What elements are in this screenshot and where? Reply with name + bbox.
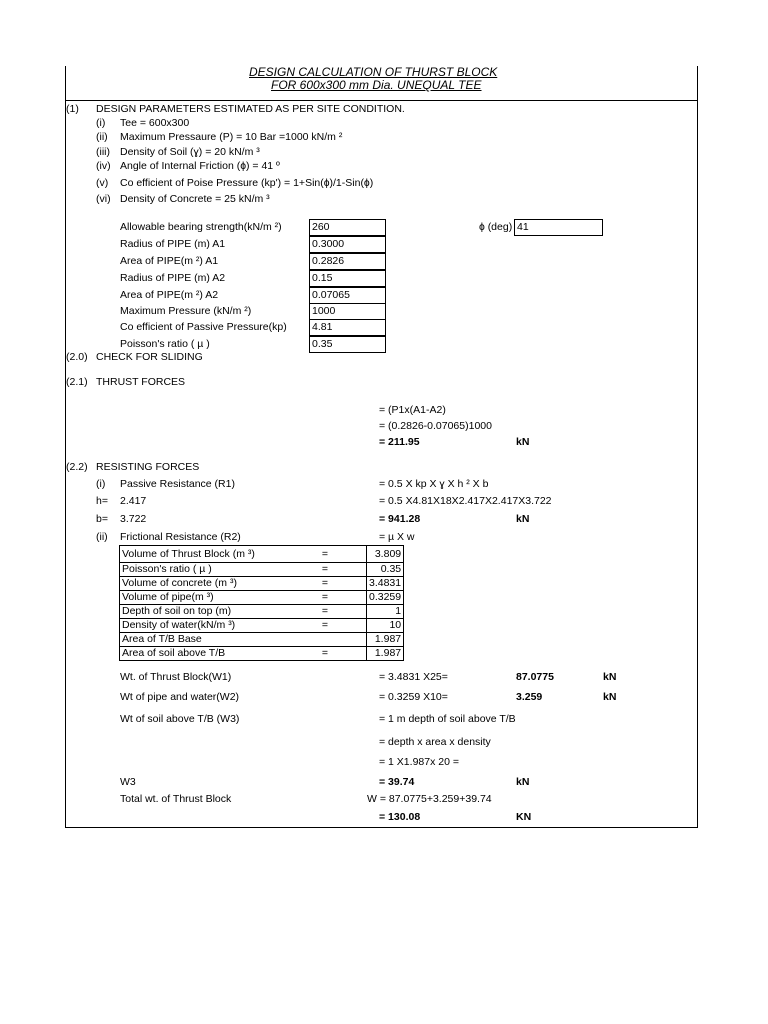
table-row bbox=[120, 619, 404, 633]
section2-2-heading: RESISTING FORCES bbox=[96, 461, 200, 473]
table-cell-equals: = bbox=[284, 619, 367, 633]
table-row bbox=[120, 591, 404, 605]
phi-label: ɸ (deg) bbox=[479, 221, 513, 233]
section1-item-num: (vi) bbox=[96, 193, 111, 205]
phi-value-field[interactable]: 41 bbox=[514, 219, 603, 236]
w1-unit: kN bbox=[603, 671, 617, 683]
section1-item-num: (i) bbox=[96, 117, 106, 129]
w1-label: Wt. of Thrust Block(W1) bbox=[120, 671, 232, 683]
total-formula: W = 87.0775+3.259+39.74 bbox=[367, 793, 492, 805]
param-label: Radius of PIPE (m) A2 bbox=[120, 272, 226, 284]
table-row bbox=[120, 577, 404, 591]
thrust-unit: kN bbox=[516, 436, 530, 448]
param-value-field[interactable]: 0.07065 bbox=[309, 287, 386, 304]
w3-formula-line2: = depth x area x density bbox=[379, 736, 491, 748]
frictional-num: (ii) bbox=[96, 531, 108, 543]
param-label: Radius of PIPE (m) A1 bbox=[120, 238, 226, 250]
passive-unit: kN bbox=[516, 513, 530, 525]
table-cell-equals bbox=[284, 633, 367, 647]
section1-item-text: Density of Concrete = 25 kN/m ³ bbox=[120, 193, 270, 205]
title-separator bbox=[65, 100, 698, 101]
param-value-field[interactable]: 0.35 bbox=[309, 336, 386, 353]
table-row bbox=[120, 633, 404, 647]
b-label: b= bbox=[96, 513, 108, 525]
section1-item-text: Density of Soil (ɣ) = 20 kN/m ³ bbox=[120, 146, 260, 158]
table-cell-equals: = bbox=[284, 591, 367, 605]
w3-formula-line3: = 1 X1.987x 20 = bbox=[379, 756, 459, 768]
b-value: 3.722 bbox=[120, 513, 147, 525]
page-frame-right bbox=[697, 66, 698, 828]
section1-item-text: Co efficient of Poise Pressure (kp') = 1+Sin(ɸ)/1-Sin(ɸ) bbox=[120, 177, 374, 189]
param-label: Maximum Pressure (kN/m ²) bbox=[120, 305, 252, 317]
w3-unit: kN bbox=[516, 776, 530, 788]
param-label: Area of PIPE(m ²) A1 bbox=[120, 255, 219, 267]
table-cell-value[interactable]: 3.809 bbox=[367, 546, 404, 563]
w2-label: Wt of pipe and water(W2) bbox=[120, 691, 240, 703]
table-cell-label: Volume of pipe(m ³) bbox=[120, 591, 285, 605]
table-cell-value[interactable]: 0.35 bbox=[367, 563, 404, 577]
param-value-field[interactable]: 1000 bbox=[309, 303, 386, 320]
table-cell-equals: = bbox=[284, 647, 367, 661]
w3-result: = 39.74 bbox=[379, 776, 415, 788]
total-unit: KN bbox=[516, 811, 532, 823]
table-cell-value[interactable]: 1.987 bbox=[367, 647, 404, 661]
total-result: = 130.08 bbox=[379, 811, 421, 823]
table-row bbox=[120, 605, 404, 619]
table-cell-label: Depth of soil on top (m) bbox=[120, 605, 285, 619]
w3-formula: = 1 m depth of soil above T/B bbox=[379, 713, 516, 725]
param-label: Poisson's ratio ( µ ) bbox=[120, 338, 210, 350]
section1-item-num: (ii) bbox=[96, 131, 108, 143]
frictional-formula: = µ X w bbox=[379, 531, 415, 543]
w3-label: Wt of soil above T/B (W3) bbox=[120, 713, 240, 725]
w1-formula: = 3.4831 X25= bbox=[379, 671, 448, 683]
table-row bbox=[120, 647, 404, 661]
passive-result: = 941.28 bbox=[379, 513, 421, 525]
param-value-field[interactable]: 0.3000 bbox=[309, 236, 386, 253]
volume-table bbox=[119, 545, 404, 661]
table-cell-equals: = bbox=[284, 605, 367, 619]
table-row bbox=[120, 546, 404, 563]
table-cell-value[interactable]: 1.987 bbox=[367, 633, 404, 647]
param-value-field[interactable]: 4.81 bbox=[309, 319, 386, 336]
table-row bbox=[120, 563, 404, 577]
table-cell-equals: = bbox=[284, 577, 367, 591]
w2-value: 3.259 bbox=[516, 691, 543, 703]
table-cell-value[interactable]: 0.3259 bbox=[367, 591, 404, 605]
section1-item-text: Tee = 600x300 bbox=[120, 117, 190, 129]
param-value-field[interactable]: 260 bbox=[309, 219, 386, 236]
param-label: Co efficient of Passive Pressure(kp) bbox=[120, 321, 287, 333]
passive-formula: = 0.5 X kp X ɣ X h ² X b bbox=[379, 478, 489, 490]
table-cell-equals: = bbox=[284, 546, 367, 563]
param-value-field[interactable]: 0.2826 bbox=[309, 253, 386, 270]
section1-number: (1) bbox=[66, 103, 79, 115]
table-cell-value[interactable]: 1 bbox=[367, 605, 404, 619]
section1-item-text: Angle of Internal Friction (ɸ) = 41 º bbox=[120, 160, 280, 172]
page-title-line2: FOR 600x300 mm Dia. UNEQUAL TEE bbox=[271, 78, 482, 92]
thrust-result: = 211.95 bbox=[379, 436, 420, 448]
section2-1-number: (2.1) bbox=[66, 376, 88, 388]
h-label: h= bbox=[96, 495, 108, 507]
h-value: 2.417 bbox=[120, 495, 147, 507]
section1-item-text: Maximum Pressaure (P) = 10 Bar =1000 kN/m ² bbox=[120, 131, 343, 143]
thrust-substitution: = (0.2826-0.07065)1000 bbox=[379, 420, 492, 432]
page-title-line1: DESIGN CALCULATION OF THURST BLOCK bbox=[249, 65, 498, 79]
section1-heading: DESIGN PARAMETERS ESTIMATED AS PER SITE CONDITION. bbox=[96, 103, 405, 115]
table-cell-value[interactable]: 3.4831 bbox=[367, 577, 404, 591]
section2-1-heading: THRUST FORCES bbox=[96, 376, 186, 388]
frictional-label: Frictional Resistance (R2) bbox=[120, 531, 241, 543]
param-value-field[interactable]: 0.15 bbox=[309, 270, 386, 287]
w2-unit: kN bbox=[603, 691, 617, 703]
table-cell-label: Volume of Thrust Block (m ³) bbox=[120, 546, 285, 563]
section1-item-num: (iv) bbox=[96, 160, 111, 172]
passive-substitution: = 0.5 X4.81X18X2.417X2.417X3.722 bbox=[379, 495, 552, 507]
section2-0-heading: CHECK FOR SLIDING bbox=[96, 351, 203, 363]
page-frame-left bbox=[65, 66, 66, 828]
passive-num: (i) bbox=[96, 478, 106, 490]
table-cell-value[interactable]: 10 bbox=[367, 619, 404, 633]
section2-2-number: (2.2) bbox=[66, 461, 88, 473]
page-frame-bottom bbox=[65, 827, 698, 828]
param-label: Allowable bearing strength(kN/m ²) bbox=[120, 221, 282, 233]
section2-0-number: (2.0) bbox=[66, 351, 88, 363]
table-cell-label: Area of soil above T/B bbox=[120, 647, 285, 661]
section1-item-num: (iii) bbox=[96, 146, 110, 158]
w2-formula: = 0.3259 X10= bbox=[379, 691, 448, 703]
table-cell-label: Area of T/B Base bbox=[120, 633, 285, 647]
passive-label: Passive Resistance (R1) bbox=[120, 478, 235, 490]
table-cell-label: Density of water(kN/m ³) bbox=[120, 619, 285, 633]
param-label: Area of PIPE(m ²) A2 bbox=[120, 289, 219, 301]
table-cell-label: Volume of concrete (m ³) bbox=[120, 577, 285, 591]
table-cell-label: Poisson's ratio ( µ ) bbox=[120, 563, 285, 577]
thrust-formula: = (P1x(A1-A2) bbox=[379, 404, 446, 416]
w1-value: 87.0775 bbox=[516, 671, 554, 683]
w3-symbol: W3 bbox=[120, 776, 136, 788]
total-label: Total wt. of Thrust Block bbox=[120, 793, 232, 805]
section1-item-num: (v) bbox=[96, 177, 109, 189]
table-cell-equals: = bbox=[284, 563, 367, 577]
